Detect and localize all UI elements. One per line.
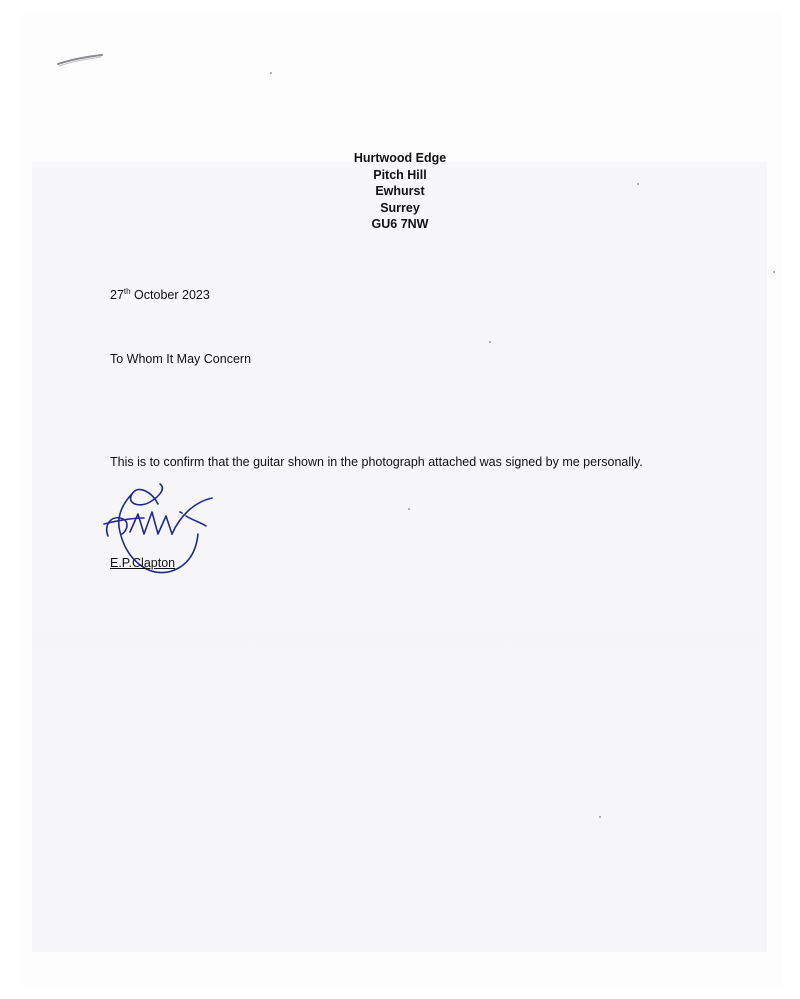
- salutation: To Whom It May Concern: [110, 352, 252, 366]
- address-line: Surrey: [380, 200, 420, 215]
- address-line: Hurtwood Edge: [353, 151, 447, 165]
- signatory-name: E.P.Clapton: [110, 556, 176, 570]
- staple-mark: [56, 50, 106, 70]
- address-line: Pitch Hill: [373, 167, 427, 182]
- letter-date: [110, 288, 210, 302]
- date-suffix: th: [123, 287, 131, 296]
- sender-address: [300, 150, 500, 233]
- scan-speck: [637, 183, 639, 185]
- scan-speck: [773, 271, 775, 273]
- scan-speck: [270, 72, 272, 74]
- address-line: GU6 7NW: [371, 217, 429, 231]
- handwritten-signature: [100, 472, 225, 602]
- address-line: Ewhurst: [375, 184, 425, 198]
- scan-speck: [599, 816, 601, 818]
- scan-speck: [408, 508, 410, 510]
- letter-body: This is to confirm that the guitar shown in the photograph attached was signed by me personally.: [110, 455, 643, 469]
- date-month-year: October 2023: [130, 288, 210, 302]
- scan-speck: [489, 341, 491, 343]
- date-day: 27: [110, 288, 124, 302]
